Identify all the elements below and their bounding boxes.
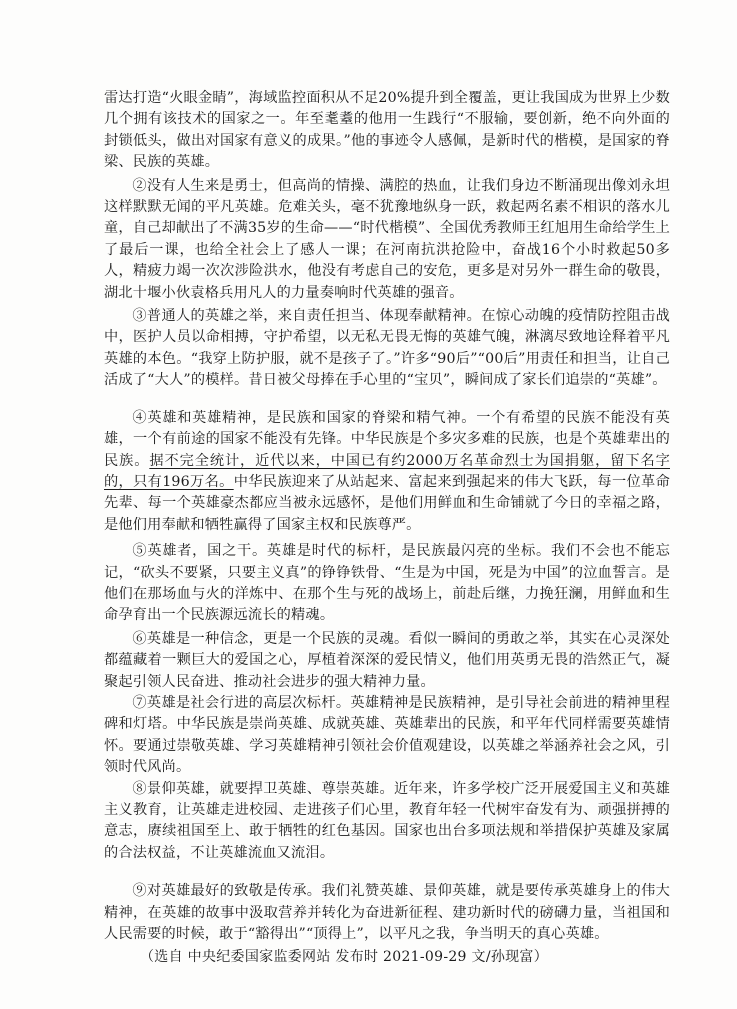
article-body bbox=[104, 88, 670, 981]
paragraph-1: 雷达打造“火眼金睛”，海域监控面积从不足20%提升到全覆盖，更让我国成为世界上少数几个拥有该技术的国家之一。年至耄耋的他用一生践行“不服输，要创新，绝不向外面的封锁低头，做出对国家有意义的成果。”他的事迹令人感佩，是新时代的楷模，是国家的脊梁、民族的英雄。 bbox=[104, 90, 670, 171]
paragraph-5: ⑤英雄者，国之干。英雄是时代的标杆，是民族最闪亮的坐标。我们不会也不能忘记，“砍头不要紧，只要主义真”的铮铮铁骨、“生是为中国，死是为中国”的泣血誓言。是他们在那场血与火的洋炼中、在那个生与死的战场上，前赴后继，力挽狂澜，用鲜血和生命孕育出一个民族源远流长的精魂。 bbox=[104, 543, 670, 624]
paragraph-4 bbox=[104, 408, 670, 536]
underlined-sentence: 据不完全统计，近代以来，中国已有约2000万名革命烈士为国捐躯，留下名字的，只有196万名。 bbox=[104, 452, 670, 490]
paragraph-3: ③普通人的英雄之举，来自责任担当、体现奉献精神。在惊心动魄的疫情防控阻击战中，医护人员以命相搏，守护希望，以无私无畏无悔的英雄气魄，淋漓尽致地诠释着平凡英雄的本色。“我穿上防护服，就不是孩子了。”许多“90后”“00后”用责任和担当，让自己活成了“大人”的模样。昔日被父母捧在手心里的“宝贝”，瞬间成了家长们追崇的“英雄”。 bbox=[104, 308, 670, 389]
paragraph-8: ⑧景仰英雄，就要捍卫英雄、尊崇英雄。近年来，许多学校广泛开展爱国主义和英雄主义教育，让英雄走进校园、走进孩子们心里，教育年轻一代树牢奋发有为、顽强拼搏的意志，赓续祖国至上、敢于牺牲的红色基因。国家也出台多项法规和举措保护英雄及家属的合法权益，不让英雄流血又流泪。 bbox=[104, 780, 670, 861]
paragraph-7: ⑦英雄是社会行进的高层次标杆。英雄精神是民族精神，是引导社会前进的精神里程碑和灯塔。中华民族是崇尚英雄、成就英雄、英雄辈出的民族，和平年代同样需要英雄情怀。要通过崇敬英雄、学习英雄精神引领社会价值观建设，以英雄之举涵养社会之风，引领时代风尚。 bbox=[104, 694, 670, 776]
paragraph-9: ⑨对英雄最好的致敬是传承。我们礼赞英雄、景仰英雄，就是要传承英雄身上的伟大精神，在英雄的故事中汲取营养并转化为奋进新征程、建功新时代的磅礴力量，当祖国和人民需要的时候，敢于“豁得出”“顶得上”，以平凡之我，争当明天的真心英雄。 bbox=[104, 883, 670, 943]
paragraph-4-lead: ④英雄和英雄精神，是民族和国家的脊梁和精气神。一个有希望的民族不能没有英雄，一个有前途的国家不能没有先锋。中华民族是个多灾多难的民族，也是个英雄辈出的民族。 bbox=[104, 409, 670, 469]
source-citation: （选自 中央纪委国家监委网站 发布时 2021-09-29 文/孙现富） bbox=[140, 949, 549, 966]
paragraph-4-tail: 中华民族迎来了从站起来、富起来到强起来的伟大飞跃，每一位革命先辈、每一个英雄豪杰都应当被永远感怀，是他们用鲜血和生命铺就了今日的幸福之路，是他们用奉献和牺牲赢得了国家主权和民族尊严。 bbox=[104, 473, 670, 533]
paragraph-2: ②没有人生来是勇士，但高尚的情操、满腔的热血，让我们身边不断涌现出像刘永坦这样默默无闻的平凡英雄。危难关头，毫不犹豫地纵身一跃，救起两名素不相识的落水儿童，自己却献出了不满35岁的生命——“时代楷模”、全国优秀教师王红旭用生命给学生上了最后一课，也给全社会上了感人一课；在河南抗洪抢险中，奋战16个小时救起50多人，精疲力竭一次次涉险洪水，他没有考虑自己的安危，更多是对另外一群生命的敬畏，湖北十堰小伙袁格兵用凡人的力量奏响时代英雄的强音。 bbox=[104, 177, 670, 301]
paragraph-6: ⑥英雄是一种信念，更是一个民族的灵魂。看似一瞬间的勇敢之举，其实在心灵深处都蕴藏着一颗巨大的爱国之心，厚植着深深的爱民情义，他们用英勇无畏的浩然正气，凝聚起引领人民奋进、推动社会进步的强大精神力量。 bbox=[104, 630, 670, 690]
